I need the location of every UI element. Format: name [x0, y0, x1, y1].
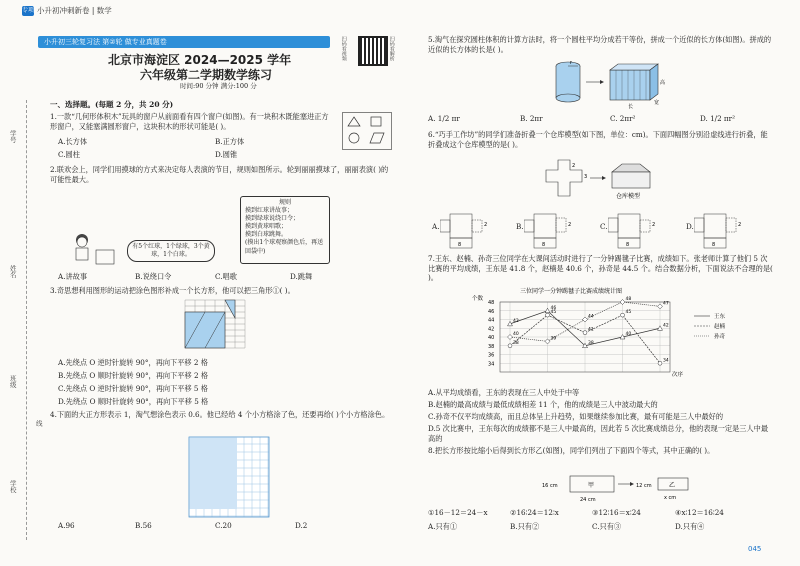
q2-option-b[interactable]: B.说绕口令	[135, 272, 172, 281]
rules-title: 规则	[278, 199, 291, 206]
data-point	[621, 313, 625, 317]
data-label: 43	[513, 318, 519, 324]
data-point	[658, 361, 662, 365]
svg-text:8: 8	[542, 242, 546, 248]
qr-label-analysis: 扫码看解析	[388, 36, 395, 61]
chart-title: 三位同学一分钟踢毽子比赛成绩统计图	[520, 288, 623, 295]
cut-line	[26, 100, 27, 540]
q1-option-a[interactable]: A.长方体	[58, 137, 88, 146]
y-tick-label: 40	[488, 335, 495, 341]
data-label: 45	[625, 310, 632, 316]
q7-option-c[interactable]: C.孙奇不仅平均成绩高，而且总体呈上升趋势，如果继续参加比赛，最有可能是三人中最好的	[428, 412, 724, 421]
girl-figure	[70, 232, 120, 266]
side-label-name: 姓名	[8, 265, 17, 278]
q1-option-c[interactable]: C.圆柱	[58, 150, 80, 159]
rect-b-width: x cm	[664, 495, 677, 501]
data-point	[620, 300, 625, 305]
side-label-school: 学校	[8, 480, 17, 493]
q2-option-c[interactable]: C.唱歌	[215, 272, 237, 281]
data-point	[546, 313, 550, 317]
question-5: 5.淘气在探究圆柱体积的计算方法时，将一个圆柱平均分成若干等份，拼成一个近似的长方体(如图)。拼成的近似的长方体的长是( )。	[428, 35, 772, 54]
q2-option-a[interactable]: A.讲故事	[58, 272, 88, 281]
data-label: 38	[513, 340, 519, 346]
data-label: 47	[663, 301, 669, 307]
qr-code-icon[interactable]	[358, 36, 388, 66]
rules-board	[240, 196, 330, 264]
q6-option-a[interactable]: A.	[432, 222, 440, 231]
q7-option-b[interactable]: B.赵楠的最高成绩与最低成绩相差 11 个，他的成绩是三人中波动最大的	[428, 400, 658, 409]
speech-bubble: 有5个红球，1个绿球，3个黄球，1个白球。	[127, 240, 215, 262]
question-1: 1.一款“几何形体积木”玩具的窗户从前面看有四个窗户(如图)。有一块积木既能塞进正方形窗户，又能塞满圆形窗户，这块积木的形状可能是( )。	[50, 112, 329, 131]
data-label: 40	[513, 332, 519, 337]
y-tick-label: 46	[488, 308, 495, 315]
q2-option-d[interactable]: D.跳舞	[290, 272, 313, 281]
svg-text:2: 2	[652, 222, 656, 228]
q4-hundred-grid	[188, 436, 270, 518]
q5-option-b[interactable]: B. 2πr	[520, 114, 543, 123]
y-tick-label: 34	[488, 361, 495, 368]
data-point	[658, 326, 663, 331]
q8-option-c[interactable]: C.只有③	[592, 522, 622, 531]
question-8: 8.把长方形按比缩小后得到长方形乙(如图)，同学们列出了下面四个等式，其中正确的( )。	[428, 446, 715, 455]
legend-label: 孙奇	[714, 334, 726, 340]
legend-label: 王东	[714, 314, 726, 320]
question-6: 6.“巧手工作坊”的同学们准备折叠一个仓库模型(如下图，单位：cm)。下面四幅图分别沿虚线进行折叠，能折叠成这个仓库模型的是( )。	[428, 130, 768, 149]
banner: 小升初三轮复习法 第②轮 做专业真题卷	[38, 36, 330, 48]
q7-option-d[interactable]: D.5 次比赛中，王东每次的成绩都不是三人中最高的，因此若 5 次比赛成绩总分，他的表现一定是三人中最高的	[428, 424, 769, 443]
q6-net-a	[440, 204, 495, 252]
page-number: 045	[748, 545, 762, 553]
data-label: 39	[550, 336, 557, 342]
section-heading: 一、选择题。(每题 2 分，共 20 分)	[50, 100, 174, 109]
qr-label-video: 扫码看视频	[340, 36, 347, 61]
radius-label: r	[570, 60, 573, 66]
width-label: 宽	[654, 100, 660, 106]
y-axis-label: 个数	[472, 296, 484, 302]
side-label-line: 线	[34, 420, 43, 427]
rect-a-label: 甲	[588, 482, 595, 489]
rule-item: (摸出1个球观察颜色后，再送回袋中)	[245, 239, 324, 255]
exam-title-line1: 北京市海淀区 2024—2025 学年	[108, 53, 292, 67]
q8-equation-3: ③12∶16＝x∶24	[592, 508, 641, 517]
q8-option-d[interactable]: D.只有④	[675, 522, 705, 531]
rect-b-height: 12 cm	[636, 483, 652, 489]
question-3: 3.奇思想利用图形的运动把涂色图形补成一个长方形，他可以把三角形①( )。	[50, 286, 295, 295]
q4-option-d[interactable]: D.2	[295, 521, 308, 530]
exam-meta: 时间:90 分钟 满分:100 分	[180, 82, 257, 90]
q3-option-a[interactable]: A.先绕点 O 逆时针旋转 90°，再向下平移 2 格	[58, 358, 208, 367]
q8-option-a[interactable]: A.只有①	[428, 522, 458, 531]
svg-text:2: 2	[572, 163, 576, 169]
side-label-class: 班级	[8, 375, 17, 388]
q7-line-chart	[470, 286, 770, 386]
data-label: 40	[625, 332, 632, 337]
q5-cylinder-figure	[548, 58, 668, 112]
q1-option-b[interactable]: B.正方体	[215, 137, 245, 146]
q1-option-d[interactable]: D.圆锥	[215, 150, 238, 159]
data-point	[508, 335, 513, 340]
data-label: 34	[663, 358, 669, 364]
q3-grid-figure	[183, 298, 249, 356]
y-tick-label: 38	[488, 343, 495, 350]
q6-options-row	[428, 204, 768, 254]
rect-b-label: 乙	[669, 482, 676, 489]
data-point	[545, 339, 550, 344]
data-label: 42	[663, 323, 669, 329]
question-7: 7.王东、赵楠、孙奇三位同学在大课间活动时进行了一分钟踢毽子比赛，成绩如下。张老师计算了他们 5 次比赛的平均成绩，王东是 41.8 个，赵楠是 40.6 个，孙奇是 44.5 个。结合数据分析，下面说法不合理的是( )。	[428, 254, 773, 283]
q4-option-c[interactable]: C.20	[215, 521, 232, 530]
q6-net-c	[608, 204, 663, 252]
header-badge: 专项	[22, 7, 35, 14]
q8-equation-2: ②16∶24＝12∶x	[510, 508, 559, 517]
svg-text:8: 8	[626, 242, 630, 248]
data-label: 41	[588, 327, 594, 333]
q3-option-d[interactable]: D.先绕点 O 顺时针旋转 90°，再向下平移 5 格	[58, 397, 209, 406]
header-series: 小升初冲刺新卷 | 数学	[37, 6, 112, 15]
q6-model-figure	[540, 156, 680, 202]
q5-option-d[interactable]: D. 1/2 πr²	[700, 114, 735, 123]
q6-option-c[interactable]: C.	[600, 222, 608, 231]
data-point	[658, 304, 663, 309]
q1-window-figure	[342, 112, 392, 150]
data-point	[508, 344, 512, 348]
data-label: 38	[588, 340, 594, 346]
svg-text:8: 8	[712, 242, 716, 248]
svg-text:8: 8	[458, 242, 462, 248]
rule-item: 摸到白球跳舞。	[245, 231, 288, 239]
svg-text:2: 2	[484, 222, 488, 228]
question-2: 2.联欢会上，同学们用摸球的方式来决定每人表演的节目，规则如图所示。轮到丽丽摸球了，丽丽表演( )的可能性最大。	[50, 165, 389, 184]
data-point	[583, 331, 587, 335]
q8-equation-1: ①16－12＝24－x	[428, 508, 488, 517]
question-4: 4.下面的大正方形表示 1，淘气想涂色表示 0.6。他已经给 4 个小方格涂了色，还要再给( )个小方格涂色。	[50, 410, 390, 419]
rect-a-height: 16 cm	[542, 483, 558, 489]
q8-rectangles-figure	[540, 472, 700, 504]
rule-item: 摸到黄球唱歌；	[245, 223, 288, 231]
side-label-id: 学号	[8, 130, 17, 143]
svg-text:3: 3	[584, 174, 588, 180]
q3-option-b[interactable]: B.先绕点 O 顺时针旋转 90°，再向下平移 2 格	[58, 371, 209, 380]
x-axis-label: 次序	[672, 372, 684, 378]
svg-text:2: 2	[738, 222, 742, 228]
y-tick-label: 36	[488, 352, 495, 359]
data-label: 48	[625, 297, 632, 302]
y-tick-label: 44	[488, 317, 495, 324]
y-tick-label: 48	[488, 300, 495, 306]
data-point	[545, 308, 550, 313]
q3-option-c[interactable]: C.先绕点 O 逆时针旋转 90°，再向下平移 5 格	[58, 384, 208, 393]
data-point	[583, 317, 588, 322]
q6-option-d[interactable]: D.	[686, 222, 694, 231]
exam-title-line2: 六年级第二学期数学练习	[140, 68, 273, 82]
data-label: 45	[550, 310, 557, 316]
q5-option-a[interactable]: A. 1/2 πr	[428, 114, 460, 123]
q6-net-d	[694, 204, 749, 252]
q6-net-b	[524, 204, 579, 252]
model-label: 仓库模型	[616, 193, 641, 200]
rule-item: 摸到绿球说绕口令；	[245, 215, 300, 223]
svg-text:2: 2	[568, 222, 572, 228]
data-label: 44	[588, 314, 594, 320]
q5-option-c[interactable]: C. 2πr²	[610, 114, 636, 123]
height-label: 高	[660, 80, 666, 86]
q4-option-a[interactable]: A.96	[58, 521, 75, 530]
q8-option-b[interactable]: B.只有②	[510, 522, 540, 531]
data-label: 46	[550, 305, 557, 311]
rect-a-width: 24 cm	[580, 497, 596, 503]
y-tick-label: 42	[488, 326, 495, 333]
q4-option-b[interactable]: B.56	[135, 521, 152, 530]
q7-option-a[interactable]: A.从平均成绩看，王东的表现在三人中处于中等	[428, 388, 580, 397]
q8-equation-4: ④x∶12＝16∶24	[675, 508, 724, 517]
rule-item: 摸到红球讲故事；	[245, 207, 294, 215]
length-label: 长	[628, 104, 634, 110]
q6-option-b[interactable]: B.	[516, 222, 524, 231]
legend-label: 赵楠	[714, 324, 726, 330]
